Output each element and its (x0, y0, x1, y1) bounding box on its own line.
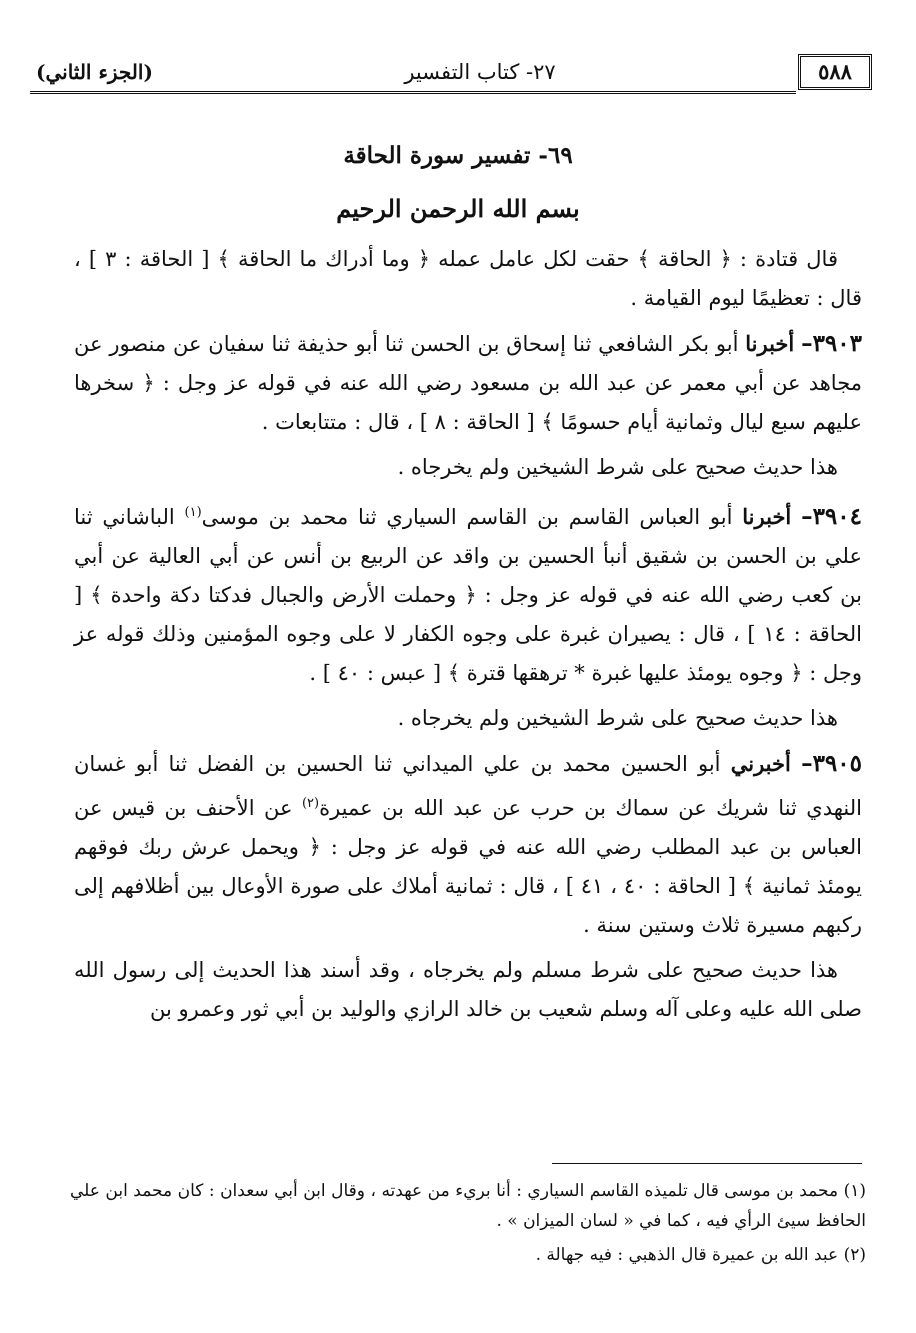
footnote-1 (70, 1176, 866, 1236)
hadith-3905 (74, 744, 862, 945)
hadith-text-b: الباشاني ثنا علي بن الحسن بن شقيق أنبأ الحسين بن واقد عن الربيع بن أنس عن أبي العالية عن أبي بن كعب رضي الله عنه في قوله عز وجل : ﴿ وحملت الأرض والجبال فدكتا دكة واحدة ﴾ [ الحاقة : ١٤ ] ، قال : يصيران غبرة على وجوه الكفار لا على وجوه المؤمنين وذلك قوله عز وجل : ﴿ وجوه يومئذ عليها غبرة * ترهقها قترة ﴾ [ عبس : ٤٠ ] . (74, 505, 862, 685)
hadith-number: ٣٩٠٥– (801, 750, 862, 777)
hadith-number: ٣٩٠٤– (801, 503, 862, 530)
book-title: ٢٧- كتاب التفسير (404, 60, 556, 84)
footnote-rule (552, 1163, 862, 1164)
hadith-text-a: أبو الحسين محمد بن علي الميداني ثنا الحسين بن الفضل ثنا أبو غسان النهدي ثنا شريك عن سماك بن حرب عن عبد الله بن عميرة (74, 752, 862, 820)
hadith-text: أبو بكر الشافعي ثنا إسحاق بن الحسن ثنا أبو حذيفة ثنا سفيان عن منصور عن مجاهد عن أبي معمر عن عبد الله بن مسعود رضي الله عنه في قوله عز وجل : ﴿ سخرها عليهم سبع ليال وثمانية أيام حسومًا ﴾ [ الحاقة : ٨ ] ، قال : متتابعات . (74, 332, 862, 434)
footnote-2 (70, 1240, 866, 1270)
footnote-mark: (١) (843, 1181, 866, 1201)
header-rule (30, 91, 796, 94)
hadith-3903 (74, 324, 862, 442)
hadith-3904-grading: هذا حديث صحيح على شرط الشيخين ولم يخرجاه . (397, 706, 838, 730)
hadith-text-b: عن الأحنف بن قيس عن العباس بن عبد المطلب رضي الله عنه في قوله عز وجل : ﴿ ويحمل عرش ربك فوقهم يومئذ ثمانية ﴾ [ الحاقة : ٤٠ ، ٤١ ] ، قال : ثمانية أملاك على صورة الأوعال بين أظلافهم إلى ركبهم مسيرة ثلاث وستين سنة . (74, 796, 862, 937)
hadith-opening: أخبرنا (745, 331, 795, 356)
hadith-3905-grading: هذا حديث صحيح على شرط مسلم ولم يخرجاه ، وقد أسند هذا الحديث إلى رسول الله صلى الله عليه وعلى آله وسلم شعيب بن خالد الرازي والوليد بن أبي ثور وعمرو بن (74, 958, 862, 1021)
volume-label: (الجزء الثاني) (36, 60, 153, 84)
surah-title: ٦٩- تفسير سورة الحاقة (343, 142, 573, 169)
footnote-mark: (٢) (843, 1245, 866, 1265)
running-header (30, 48, 872, 96)
footnote-text: محمد بن موسى قال تلميذه القاسم السياري : أنا بريء من عهدته ، وقال ابن أبي سعدان : كان محمد ابن علي الحافظ سيئ الرأي فيه ، كما في « لسان الميزان » . (70, 1181, 866, 1231)
hadith-opening: أخبرني (730, 751, 791, 776)
page-number: ٥٨٨ (798, 54, 872, 90)
intro-line-2: قال : تعظيمًا ليوم القيامة . (630, 286, 862, 310)
hadith-opening: أخبرنا (742, 504, 792, 529)
hadith-3904 (74, 493, 862, 693)
intro-paragraph (74, 240, 862, 318)
intro-line-1: قال قتادة : ﴿ الحاقة ﴾ حقت لكل عامل عمله ﴿ وما أدراك ما الحاقة ﴾ [ الحاقة : ٣ ] ، (74, 247, 838, 271)
hadith-text-a: أبو العباس القاسم بن القاسم السياري ثنا محمد بن موسى (201, 505, 733, 529)
hadith-number: ٣٩٠٣– (801, 330, 862, 357)
basmala: بسم الله الرحمن الرحيم (336, 194, 580, 223)
footnote-ref-1[interactable]: (١) (184, 505, 202, 520)
footnote-ref-2[interactable]: (٢) (301, 796, 320, 811)
hadith-3903-grading: هذا حديث صحيح على شرط الشيخين ولم يخرجاه . (397, 455, 838, 479)
body-text (74, 240, 862, 1035)
footnotes (70, 1176, 866, 1274)
footnote-text: عبد الله بن عميرة قال الذهبي : فيه جهالة . (535, 1245, 839, 1265)
